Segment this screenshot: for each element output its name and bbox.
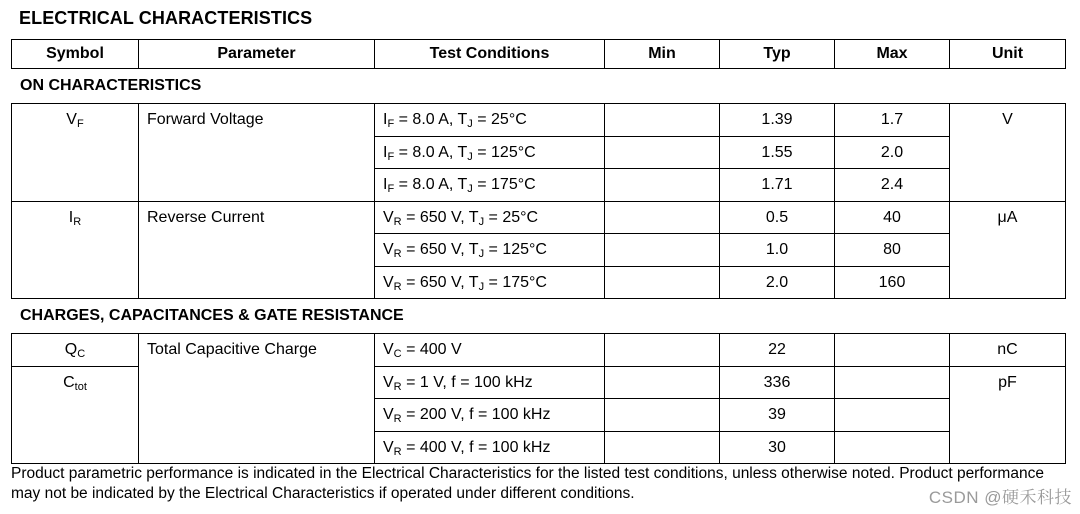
section-title-charges: CHARGES, CAPACITANCES & GATE RESISTANCE xyxy=(12,299,1066,334)
max-value: 160 xyxy=(835,266,950,299)
max-value xyxy=(835,366,950,399)
min-value xyxy=(605,136,720,169)
typ-value: 0.5 xyxy=(720,201,835,234)
parameter-total-capacitive-charge: Total Capacitive Charge xyxy=(139,334,375,464)
typ-value: 22 xyxy=(720,334,835,367)
symbol-ctot: $C_{tot}$ xyxy=(12,366,139,464)
table-row xyxy=(12,334,1066,367)
watermark: CSDN @硬禾科技 xyxy=(928,488,1072,507)
test-condition: $I_F = 8.0$ A, $T_J = 175^\circ C$ xyxy=(375,169,605,202)
max-value: 2.0 xyxy=(835,136,950,169)
min-value xyxy=(605,266,720,299)
max-value: 80 xyxy=(835,234,950,267)
table-row xyxy=(12,201,1066,234)
unit-vf: V xyxy=(950,104,1066,202)
min-value xyxy=(605,399,720,432)
footnote: Product parametric performance is indicated in the Electrical Characteristics for the listed test conditions, unless otherwise noted. Product performance may not be indicated by the Electrical Characteristics if operated under different conditions. xyxy=(11,465,1044,502)
header-row xyxy=(12,40,1066,69)
header-typ: Typ xyxy=(720,40,835,69)
min-value xyxy=(605,169,720,202)
max-value: 2.4 xyxy=(835,169,950,202)
test-condition: $V_C = 400$ V xyxy=(375,334,605,367)
section-row-charges xyxy=(12,299,1066,334)
max-value xyxy=(835,334,950,367)
test-condition: $V_R = 650$ V, $T_J = 175^\circ C$ xyxy=(375,266,605,299)
test-condition: $I_F = 8.0$ A, $T_J = 125^\circ C$ xyxy=(375,136,605,169)
typ-value: 1.0 xyxy=(720,234,835,267)
typ-value: 1.71 xyxy=(720,169,835,202)
characteristics-table xyxy=(11,39,1066,464)
typ-value: 1.55 xyxy=(720,136,835,169)
test-condition: $I_F = 8.0$ A, $T_J = 25^\circ C$ xyxy=(375,104,605,137)
test-condition: $V_R = 650$ V, $T_J = 25^\circ C$ xyxy=(375,201,605,234)
test-condition: $V_R = 400$ V, f = 100 kHz xyxy=(375,431,605,464)
table-row xyxy=(12,104,1066,137)
max-value xyxy=(835,399,950,432)
max-value: 1.7 xyxy=(835,104,950,137)
typ-value: 39 xyxy=(720,399,835,432)
max-value xyxy=(835,431,950,464)
min-value xyxy=(605,431,720,464)
symbol-vf: $V_F$ xyxy=(12,104,139,202)
header-symbol: Symbol xyxy=(12,40,139,69)
parameter-reverse-current: Reverse Current xyxy=(139,201,375,299)
typ-value: 2.0 xyxy=(720,266,835,299)
unit-ctot: pF xyxy=(950,366,1066,464)
test-condition: $V_R = 650$ V, $T_J = 125^\circ C$ xyxy=(375,234,605,267)
unit-ir: μA xyxy=(950,201,1066,299)
min-value xyxy=(605,334,720,367)
header-min: Min xyxy=(605,40,720,69)
symbol-ir: $I_R$ xyxy=(12,201,139,299)
typ-value: 1.39 xyxy=(720,104,835,137)
typ-value: 336 xyxy=(720,366,835,399)
max-value: 40 xyxy=(835,201,950,234)
typ-value: 30 xyxy=(720,431,835,464)
test-condition: $V_R = 200$ V, f = 100 kHz xyxy=(375,399,605,432)
section-title-on: ON CHARACTERISTICS xyxy=(12,69,1066,104)
test-condition: $V_R = 1$ V, f = 100 kHz xyxy=(375,366,605,399)
symbol-qc: $Q_C$ xyxy=(12,334,139,367)
header-parameter: Parameter xyxy=(139,40,375,69)
min-value xyxy=(605,234,720,267)
parameter-forward-voltage: Forward Voltage xyxy=(139,104,375,202)
unit-qc: nC xyxy=(950,334,1066,367)
min-value xyxy=(605,201,720,234)
header-test-conditions: Test Conditions xyxy=(375,40,605,69)
min-value xyxy=(605,366,720,399)
header-unit: Unit xyxy=(950,40,1066,69)
section-row-on xyxy=(12,69,1066,104)
min-value xyxy=(605,104,720,137)
page-title: ELECTRICAL CHARACTERISTICS xyxy=(19,8,313,28)
header-max: Max xyxy=(835,40,950,69)
